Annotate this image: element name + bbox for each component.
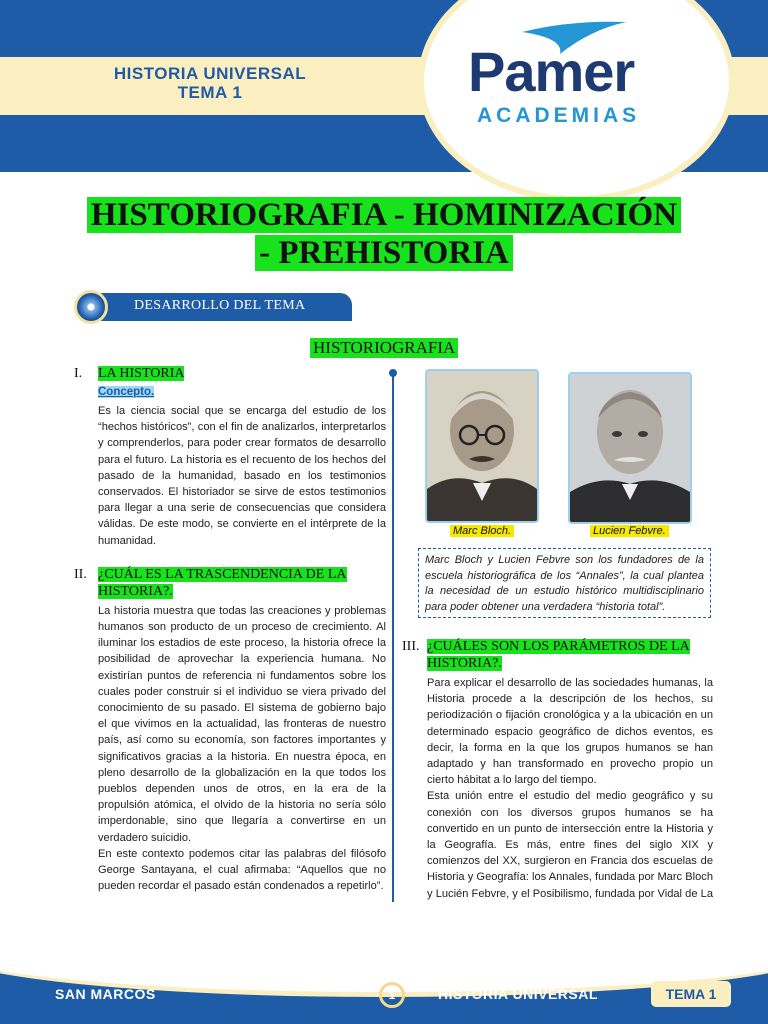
left-column — [74, 366, 386, 894]
logo-subtitle: ACADEMIAS — [477, 104, 641, 127]
header-title — [40, 64, 380, 102]
section3-paragraph2: Esta unión entre el estudio del medio geográfico y su conexión con los diversos grupos humanos se ha convertido en un punto de intersección entre la Historia y la Geografía. Es más, entre fines del siglo XIX y comienzos del XX, surgieron en Francia dos escuelas de Historia y Geografía: los Annales, fundada por Marc Bloch y Lucién Febvre, y el Posibilismo, fundada por Vidal de La — [427, 790, 713, 900]
section1-number: I. — [74, 366, 83, 381]
section3-content — [402, 675, 713, 918]
section3-paragraph1: Para explicar el desarrollo de las sociedades humanas, la Historia procede a la descripción de los hechos, su periodización o fijación cronológica y a la ubicación en un determinado espacio geográfico de dichos eventos, es decir, la forma en la que los grupos humanos se han adaptado y han transformado en provecho propio un cierto hábitat a lo largo del tiempo. — [427, 677, 713, 787]
section3-heading — [402, 638, 713, 672]
section3-number: III. — [402, 639, 420, 654]
header-subject: HISTORIA UNIVERSAL — [113, 64, 307, 83]
column-divider — [392, 373, 394, 929]
logo-name: Pamer — [468, 40, 635, 103]
section-heading: HISTORIOGRAFIA — [310, 338, 458, 358]
section2-number: II. — [74, 566, 87, 582]
section2-title: ¿CUÁL ES LA TRASCENDENCIA DE LA HISTORIA?. — [98, 566, 347, 599]
page-title — [0, 196, 768, 272]
right-column — [402, 638, 713, 918]
caption-marc-bloch: Marc Bloch. — [450, 525, 514, 537]
section1-heading — [74, 366, 386, 384]
header-tema: TEMA 1 — [177, 83, 243, 102]
section2-heading — [74, 566, 386, 600]
section1-content — [74, 384, 386, 549]
bullet-orb-icon — [74, 290, 108, 324]
footer-left-label: SAN MARCOS — [55, 986, 156, 1002]
page-number: 1 — [379, 982, 405, 1008]
divider-dot-top — [389, 369, 397, 377]
caption-lucien-febvre: Lucien Febvre. — [590, 525, 669, 537]
section1-paragraph: Es la ciencia social que se encarga del estudio de los “hechos históricos”, con el fin de analizarlos, interpretarlos y comprenderlos, para poder crear formatos de desarrollo para el futuro. La historia es el recuento de los hechos del pasado de la humanidad, basado en los testimonios conservados. El historiador se sirve de estos testimonios para llegar a una serie de consecuencias que considera válidas. De este modo, se convierte en el intérprete de la humanidad. — [98, 405, 386, 547]
portrait-lucien-febvre — [568, 372, 692, 524]
section1-title: LA HISTORIA — [98, 366, 185, 381]
concept-subheading: Concepto. — [98, 386, 155, 398]
footer-subject: HISTORIA UNIVERSAL — [438, 986, 598, 1002]
footer-tema-badge: TEMA 1 — [651, 981, 731, 1007]
portrait-marc-bloch — [425, 369, 539, 523]
page-title-line1: HISTORIOGRAFIA - HOMINIZACIÓN — [87, 197, 681, 233]
section3-title: ¿CUÁLES SON LOS PARÁMETROS DE LA HISTORIA?. — [427, 639, 690, 671]
portrait-lucien-febvre-image — [570, 374, 690, 522]
page-title-line2: - PREHISTORIA — [255, 235, 513, 271]
section2-paragraph2: En este contexto podemos citar las palabras del filósofo George Santayana, el cual afirmaba: “Aquellos que no pueden recordar el pasado están condenados a repetirlo”. — [98, 847, 386, 893]
section2-content — [74, 603, 386, 895]
topic-banner-label: DESARROLLO DEL TEMA — [134, 298, 306, 313]
section2-paragraph1: La historia muestra que todas las creaciones y problemas humanos son producto de un proceso de crecimiento. Al iluminar los estadios de este proceso, la historia ofrece la posibilidad de aprovechar la experiencia humana. No existirían puntos de referencia ni fundamentos sobre los cuales poder construir si el individuo se viera privado del conocimiento de su pasado. El sistema de gobierno bajo el que vivimos en la actualidad, las fronteras de nuestro país, así como su economía, son factores importantes y significativos gracias a la historia. En nuestra época, en pleno desarrollo de la globalización en la que todos los pueblos dependen unos de otros, en la era de la propulsión atómica, el olvido de la historia no sería sólo imperdonable, sino que llegaría a convertirse en un verdadero suicidio. — [98, 604, 386, 844]
portrait-marc-bloch-image — [427, 371, 537, 521]
annales-note: Marc Bloch y Lucien Febvre son los fundadores de la escuela historiográfica de los “Annales”, la cual plantea la necesidad de un estudio histórico multidisciplinario para poder obtener una verdadera “historia total”. — [418, 548, 711, 618]
